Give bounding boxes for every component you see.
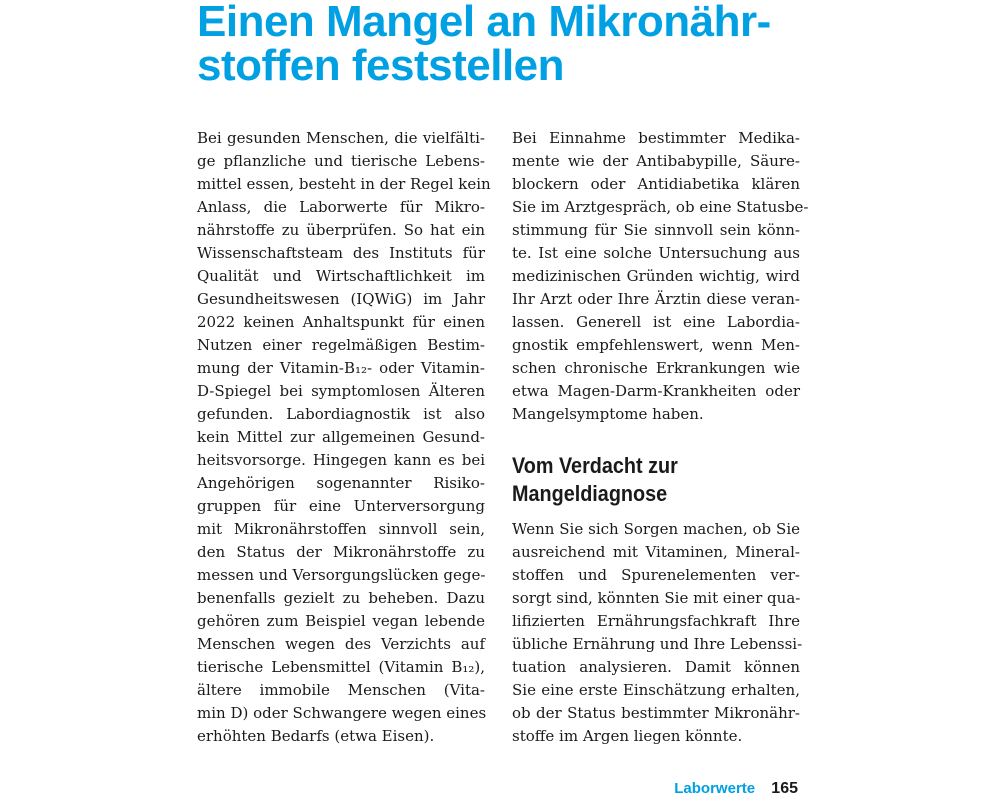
text-line: messen und Versorgungslücken gege- [197, 566, 486, 584]
body-paragraph [512, 127, 809, 426]
text-line: ältere immobile Menschen (Vita- [197, 681, 485, 699]
text-line: mente wie der Antibabypille, Säure- [512, 152, 800, 170]
text-line: ge pflanzliche und tierische Lebens- [197, 152, 485, 170]
text-line: tierische Lebensmittel (Vitamin B₁₂), [197, 658, 485, 676]
text-line: mit Mikronährstoffen sinnvoll sein, [197, 520, 485, 538]
text-line: mittel essen, besteht in der Regel kein [197, 175, 491, 193]
page-number: 165 [771, 780, 798, 797]
text-line: 2022 keinen Anhaltspunkt für einen [197, 313, 485, 331]
text-line: ausreichend mit Vitaminen, Mineral- [512, 543, 800, 561]
page-footer [674, 780, 798, 798]
text-line: nährstoffe zu überprüfen. So hat ein [197, 221, 485, 239]
text-line: Anlass, die Laborwerte für Mikro- [197, 198, 485, 216]
page-title [197, 0, 837, 88]
text-line: Nutzen einer regelmäßigen Bestim- [197, 336, 485, 354]
text-line: Sie im Arztgespräch, ob eine Statusbe- [512, 198, 809, 216]
text-line: benenfalls gezielt zu beheben. Dazu [197, 589, 485, 607]
text-line: gruppen für eine Unterversorgung [197, 497, 485, 515]
text-line: Menschen wegen des Verzichts auf [197, 635, 485, 653]
text-line: tuation analysieren. Damit können [512, 658, 800, 676]
footer-section-label: Laborwerte [674, 780, 756, 797]
text-line: blockern oder Antidiabetika klären [512, 175, 800, 193]
text-line: etwa Magen-Darm-Krankheiten oder [512, 382, 800, 400]
text-line: stoffe im Argen liegen könnte. [512, 727, 743, 745]
text-line: erhöhten Bedarfs (etwa Eisen). [197, 727, 435, 745]
text-line: Mangelsymptome haben. [512, 405, 704, 423]
text-line: Wenn Sie sich Sorgen machen, ob Sie [512, 520, 800, 538]
text-line: te. Ist eine solche Untersuchung aus [512, 244, 800, 262]
text-line: Wissenschaftsteam des Instituts für [197, 244, 485, 262]
text-line: den Status der Mikronährstoffe zu [197, 543, 485, 561]
text-line: lifizierten Ernährungsfachkraft Ihre [512, 612, 800, 630]
text-line: kein Mittel zur allgemeinen Gesund- [197, 428, 485, 446]
left-column [197, 127, 491, 748]
text-line: Sie eine erste Einschätzung erhalten, [512, 681, 800, 699]
heading-line: Vom Verdacht zur [512, 453, 678, 478]
text-line: Gesundheitswesen (IQWiG) im Jahr [197, 290, 485, 308]
text-line: Qualität und Wirtschaftlichkeit im [197, 267, 485, 285]
text-line: gehören zum Beispiel vegan lebende [197, 612, 485, 630]
text-line: lassen. Generell ist eine Labordia- [512, 313, 800, 331]
text-line: medizinischen Gründen wichtig, wird [512, 267, 800, 285]
text-line: schen chronische Erkrankungen wie [512, 359, 800, 377]
text-line: sorgt sind, könnten Sie mit einer qua- [512, 589, 801, 607]
text-line: gefunden. Labordiagnostik ist also [197, 405, 485, 423]
body-paragraph [197, 127, 491, 748]
text-line: Angehörigen sogenannter Risiko- [197, 474, 485, 492]
title-line: stoffen feststellen [197, 41, 565, 90]
text-line: mung der Vitamin-B₁₂- oder Vitamin- [197, 359, 485, 377]
text-line: ob der Status bestimmter Mikronähr- [512, 704, 800, 722]
text-line: gnostik empfehlenswert, wenn Men- [512, 336, 800, 354]
right-column [512, 127, 809, 426]
text-line: stimmung für Sie sinnvoll sein könn- [512, 221, 800, 239]
text-line: D-Spiegel bei symptomlosen Älteren [197, 382, 485, 400]
text-line: stoffen und Spurenelementen ver- [512, 566, 800, 584]
section-heading [512, 452, 773, 508]
text-line: übliche Ernährung und Ihre Lebenssi- [512, 635, 803, 653]
title-line: Einen Mangel an Mikronähr- [197, 0, 771, 46]
heading-line: Mangeldiagnose [512, 481, 668, 506]
text-line: heitsvorsorge. Hingegen kann es bei [197, 451, 485, 469]
text-line: min D) oder Schwangere wegen eines [197, 704, 487, 722]
text-line: Ihr Arzt oder Ihre Ärztin diese veran- [512, 290, 800, 308]
text-line: Bei Einnahme bestimmter Medika- [512, 129, 800, 147]
right-column-section [512, 518, 803, 748]
body-paragraph [512, 518, 803, 748]
text-line: Bei gesunden Menschen, die vielfälti- [197, 129, 485, 147]
